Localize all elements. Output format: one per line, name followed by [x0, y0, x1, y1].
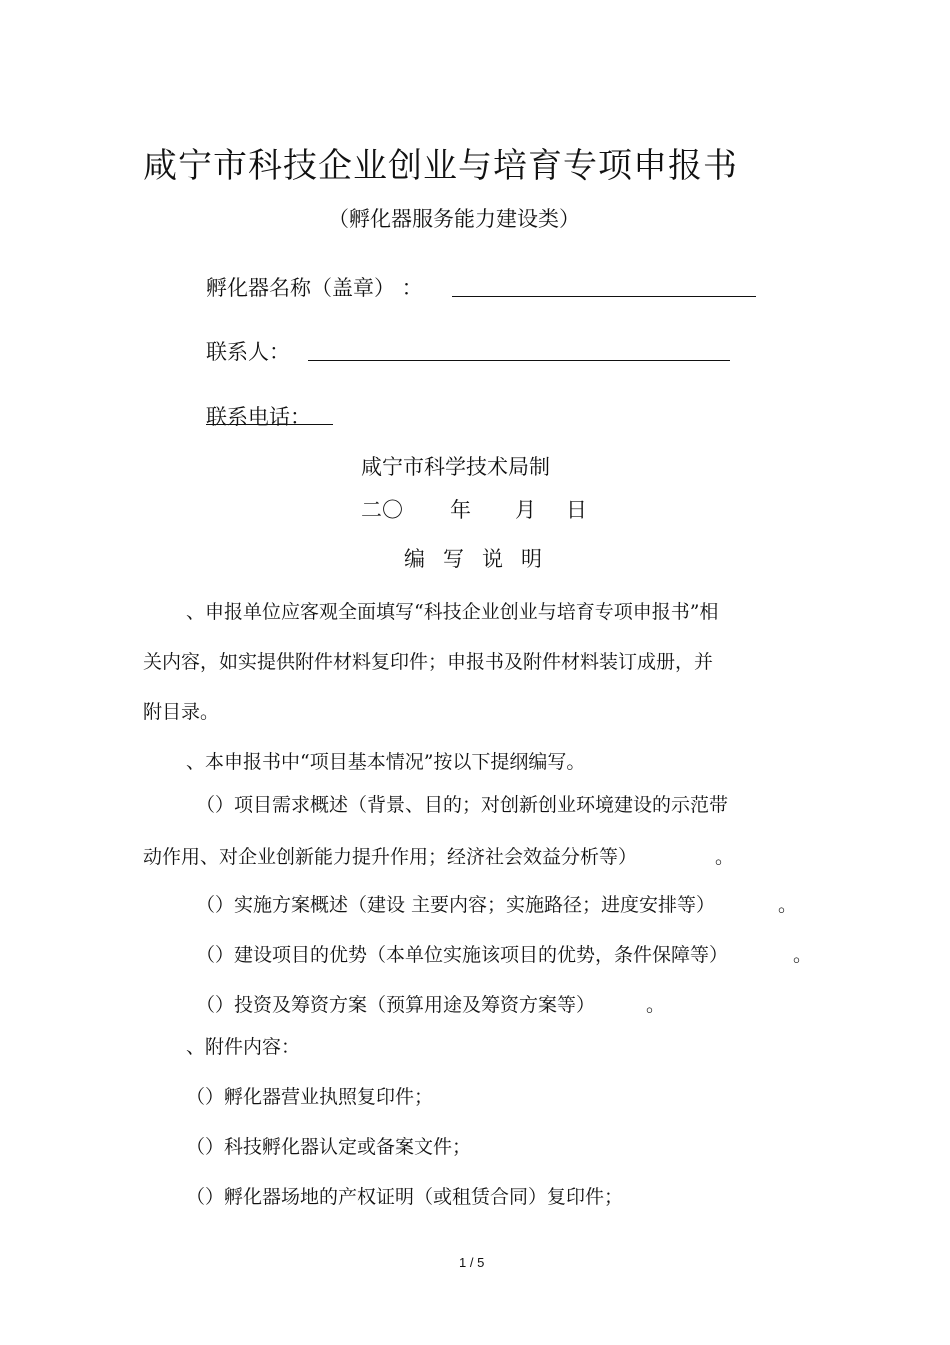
date-year: 年	[450, 498, 471, 522]
paragraph-2: 、本申报书中“项目基本情况”按以下提纲编写。	[186, 751, 586, 773]
paragraph-3: 、附件内容：	[186, 1036, 301, 1058]
incubator-name-underline	[452, 296, 756, 297]
outline-item-4: （）投资及筹资方案（预算用途及筹资方案等）	[196, 994, 596, 1016]
date-prefix: 二〇	[361, 498, 403, 522]
incubator-name-label: 孵化器名称（盖章） ：	[206, 276, 423, 300]
attachment-item-2: （）科技孵化器认定或备案文件；	[186, 1136, 472, 1158]
end-mark: 。	[793, 944, 813, 966]
instructions-heading-char: 编	[404, 547, 425, 571]
issuer: 咸宁市科学技术局制	[361, 455, 550, 479]
end-mark: 。	[778, 894, 798, 916]
document-subtitle: （孵化器服务能力建设类）	[328, 207, 580, 231]
instructions-heading-char: 明	[521, 547, 542, 571]
paragraph-1-line: 、申报单位应客观全面填写“科技企业创业与培育专项申报书”相	[186, 601, 719, 623]
instructions-heading-char: 写	[443, 547, 464, 571]
phone-underline	[206, 424, 333, 425]
instructions-heading-char: 说	[482, 547, 503, 571]
outline-item-2: （）实施方案概述（建设 主要内容；实施路径；进度安排等）	[196, 894, 716, 916]
end-mark: 。	[646, 994, 666, 1016]
paragraph-1-line: 附目录。	[143, 701, 220, 723]
page-number: 1 / 5	[459, 1255, 485, 1270]
date-day: 日	[566, 498, 587, 522]
date-month: 月	[515, 498, 536, 522]
contact-label: 联系人：	[206, 340, 290, 364]
attachment-item-3: （）孵化器场地的产权证明（或租赁合同）复印件；	[186, 1186, 624, 1208]
phone-label: 联系电话：	[206, 405, 311, 429]
outline-item-1-cont: 动作用、对企业创新能力提升作用；经济社会效益分析等）	[143, 846, 638, 868]
end-mark: 。	[715, 846, 735, 868]
attachment-item-1: （）孵化器营业执照复印件；	[186, 1086, 434, 1108]
paragraph-1-line: 关内容，如实提供附件材料复印件；申报书及附件材料装订成册，并	[143, 651, 714, 673]
document-title: 咸宁市科技企业创业与培育专项申报书	[143, 146, 738, 186]
outline-item-1: （）项目需求概述（背景、目的；对创新创业环境建设的示范带	[196, 794, 729, 816]
contact-underline	[308, 360, 730, 361]
outline-item-3: （）建设项目的优势（本单位实施该项目的优势，条件保障等）	[196, 944, 729, 966]
